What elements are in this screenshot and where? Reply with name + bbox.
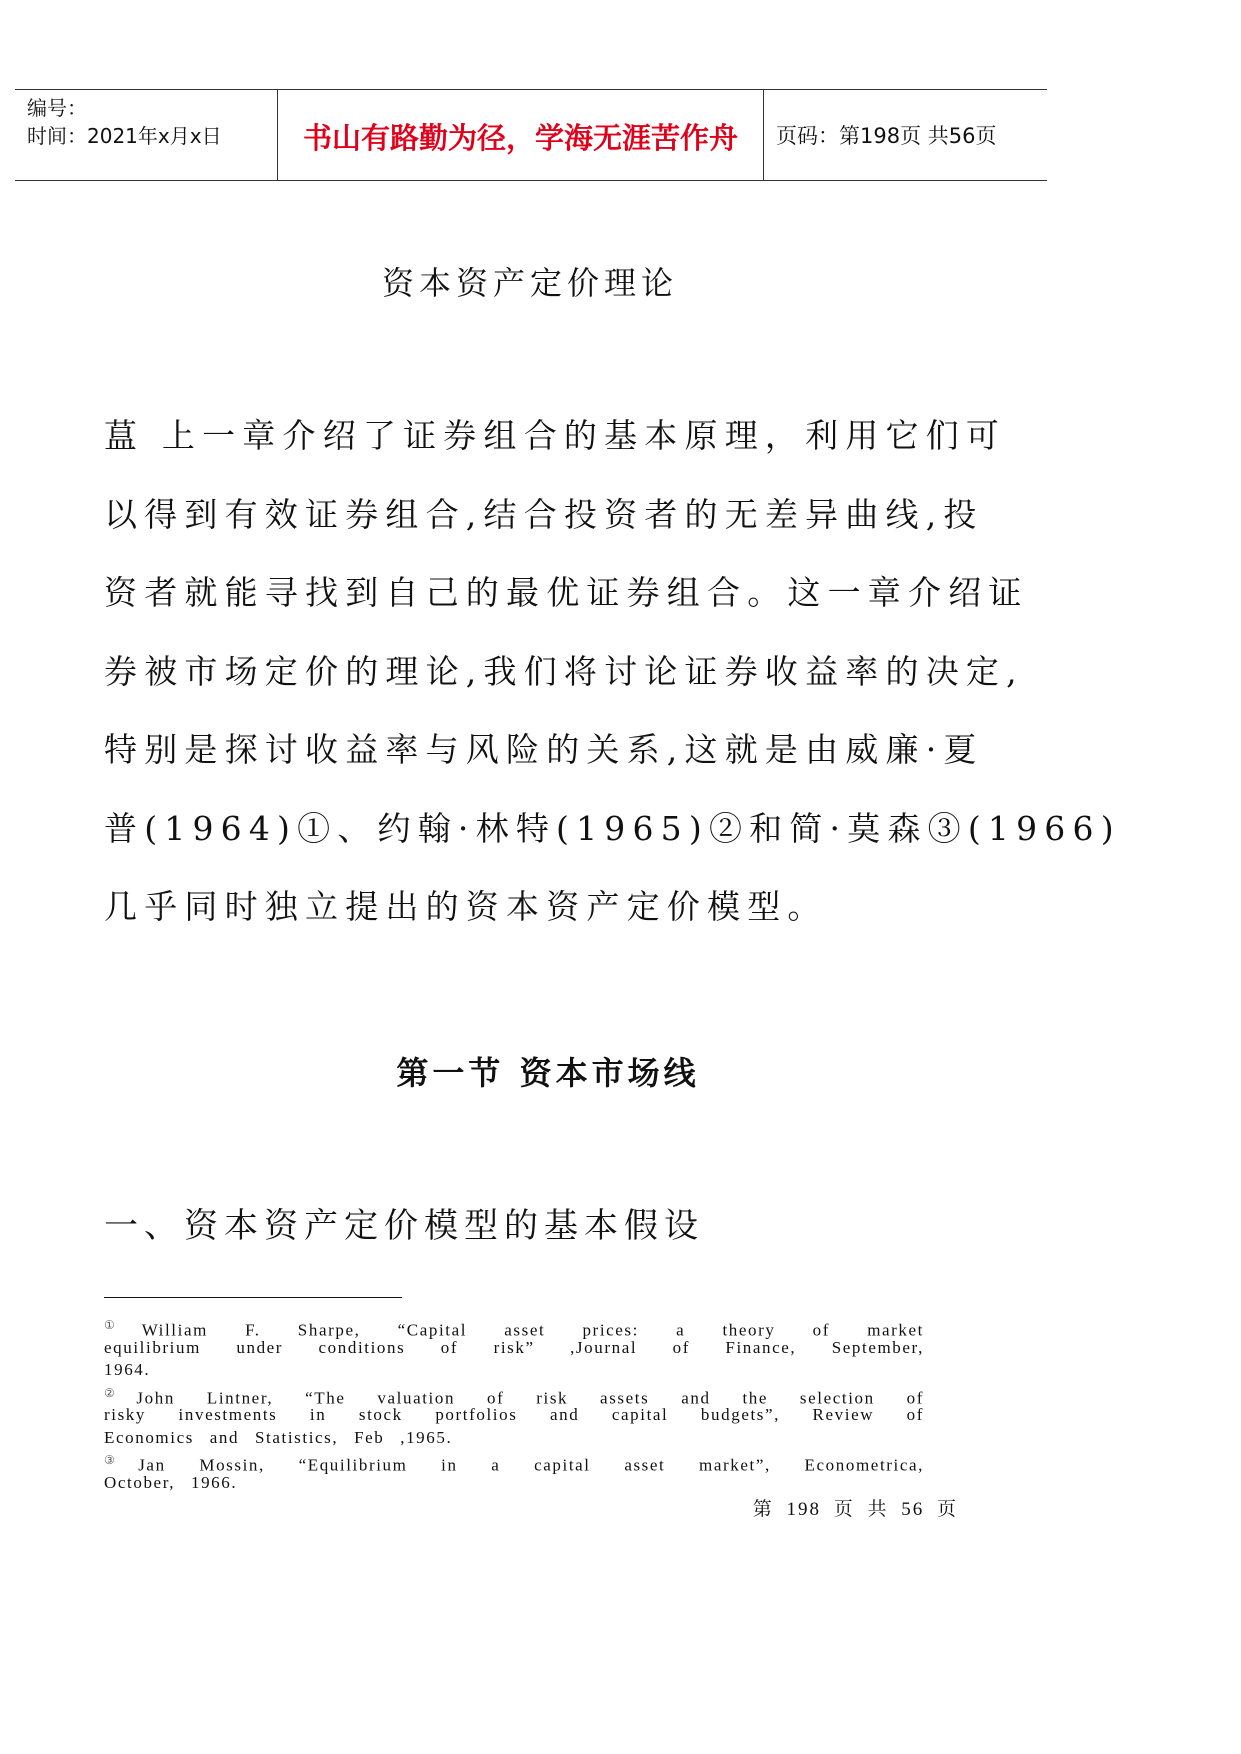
footnote-line: 1964. [104, 1360, 151, 1379]
paragraph-line: 几乎同时独立提出的资本资产定价模型。 [104, 887, 828, 926]
footnote-line: Economics and Statistics, Feb ,1965. [104, 1427, 453, 1447]
document-header [15, 89, 1047, 181]
footnote-line: equilibrium under conditions of risk” ,Journal of Finance, September, [104, 1337, 924, 1357]
paragraph-line: 券被市场定价的理论,我们将讨论证券收益率的决定, [104, 651, 1024, 691]
subsection-heading: 一、资本资产定价模型的基本假设 [104, 1206, 704, 1246]
intro-paragraph [104, 406, 1121, 956]
paragraph-line: 蒀 上一章介绍了证券组合的基本原理，利用它们可 [104, 416, 1007, 455]
paragraph-line: 资者就能寻找到自己的最优证券组合。这一章介绍证 [104, 573, 1029, 612]
footnote-text: John Lintner, “The valuation of risk assets and the selection of [136, 1388, 925, 1408]
footnote-mark: ① [104, 1318, 138, 1332]
header-motto: 书山有路勤为径，学海无涯苦作舟 [278, 90, 764, 180]
section-heading: 第一节 资本市场线 [396, 1054, 700, 1092]
footnote-line [104, 1314, 924, 1340]
footnotes [104, 1314, 924, 1494]
header-meta [15, 90, 278, 180]
document-title: 资本资产定价理论 [381, 264, 678, 302]
footnote-line [104, 1382, 925, 1408]
footnote-text: Jan Mossin, “Equilibrium in a capital asset market”, Econometrica, [138, 1455, 924, 1475]
footnote-mark: ③ [104, 1453, 135, 1467]
serial-number-label: 编号： [27, 96, 87, 120]
footnote-text: William F. Sharpe, “Capital asset prices: a theory of market [141, 1320, 924, 1340]
paragraph-line: 特别是探讨收益率与风险的关系,这就是由威廉·夏 [104, 730, 984, 769]
paragraph-line: 普(1964)①、约翰·林特(1965)②和简·莫森③(1966) [104, 808, 1121, 848]
footnote-line: risky investments in stock portfolios and capital budgets”, Review of [104, 1405, 924, 1424]
time-label: 时间：2021年x月x日 [27, 124, 222, 148]
paragraph-line: 以得到有效证券组合,结合投资者的无差异曲线,投 [104, 494, 984, 534]
header-page-info: 页码：第198页 共56页 [776, 124, 997, 148]
page-number-footer: 第 198 页 共 56 页 [752, 1499, 958, 1520]
footnote-line [104, 1449, 924, 1475]
footnote-line: October, 1966. [104, 1472, 238, 1492]
footnote-mark: ② [104, 1385, 133, 1400]
footnote-divider [104, 1297, 402, 1298]
